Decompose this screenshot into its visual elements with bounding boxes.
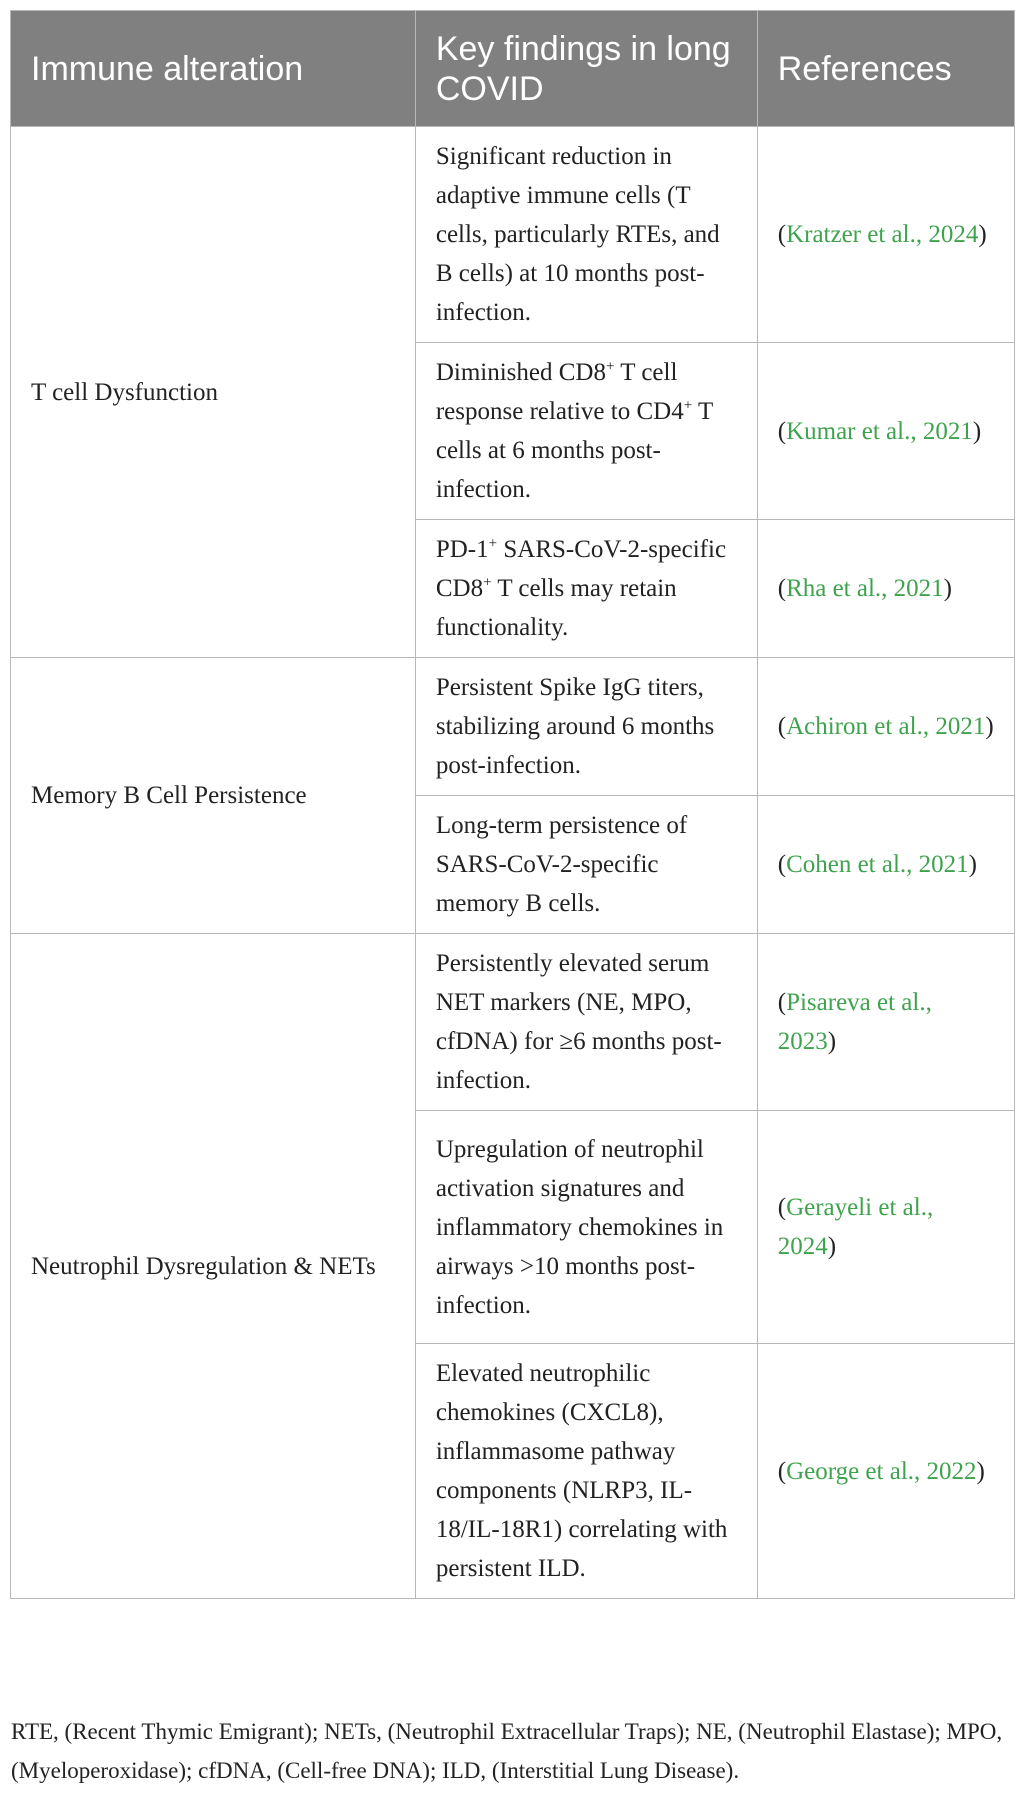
table-header-row: [11, 11, 1015, 127]
reference-link[interactable]: Kumar et al., 2021: [786, 417, 973, 445]
reference-cell: (Gerayeli et al., 2024): [757, 1111, 1014, 1344]
superscript-plus: +: [483, 574, 492, 591]
superscript-plus: +: [683, 397, 693, 414]
reference-cell: (Kumar et al., 2021): [757, 343, 1014, 520]
reference-cell: (Cohen et al., 2021): [757, 796, 1014, 934]
reference-cell: (Pisareva et al., 2023): [757, 934, 1014, 1111]
reference-cell: (Rha et al., 2021): [757, 520, 1014, 658]
finding-cell: Persistent Spike IgG titers, stabilizing around 6 months post-infection.: [415, 658, 757, 796]
reference-cell: (Kratzer et al., 2024): [757, 127, 1014, 343]
reference-link[interactable]: Achiron et al., 2021: [786, 713, 986, 740]
finding-cell: Long-term persistence of SARS-CoV-2-specific memory B cells.: [415, 796, 757, 934]
reference-link[interactable]: Rha et al., 2021: [786, 575, 944, 602]
table-row: [11, 658, 1015, 796]
finding-cell: PD-1+ SARS-CoV-2-specific CD8+ T cells may retain functionality.: [415, 520, 757, 658]
immune-alterations-table: [10, 10, 1015, 1599]
reference-cell: (Achiron et al., 2021): [757, 658, 1014, 796]
reference-cell: (George et al., 2022): [757, 1344, 1014, 1599]
superscript-plus: +: [488, 535, 498, 552]
reference-link[interactable]: Pisareva et al., 2023: [777, 989, 932, 1055]
reference-link[interactable]: Kratzer et al., 2024: [786, 221, 979, 248]
header-key-findings: Key findings in long COVID: [415, 11, 757, 127]
alteration-cell: T cell Dysfunction: [11, 127, 416, 658]
table-row: [11, 127, 1015, 343]
reference-link[interactable]: Cohen et al., 2021: [786, 851, 969, 878]
reference-link[interactable]: George et al., 2022: [786, 1457, 977, 1485]
header-references: References: [757, 11, 1014, 127]
finding-cell: Significant reduction in adaptive immune cells (T cells, particularly RTEs, and B cells) at 10 months post-infection.: [415, 127, 757, 343]
alteration-cell: Neutrophil Dysregulation & NETs: [11, 934, 416, 1599]
reference-link[interactable]: Gerayeli et al., 2024: [777, 1194, 934, 1260]
alteration-cell: Memory B Cell Persistence: [11, 658, 416, 934]
finding-cell: Elevated neutrophilic chemokines (CXCL8), inflammasome pathway components (NLRP3, IL-18/IL-18R1) correlating with persistent ILD.: [415, 1344, 757, 1599]
table-row: [11, 934, 1015, 1111]
superscript-plus: +: [606, 358, 615, 375]
finding-cell: Persistently elevated serum NET markers (NE, MPO, cfDNA) for ≥6 months post-infection.: [415, 934, 757, 1111]
header-immune-alteration: Immune alteration: [11, 11, 416, 127]
finding-cell: Upregulation of neutrophil activation signatures and inflammatory chemokines in airways >10 months post-infection.: [415, 1111, 757, 1344]
table-footnote: RTE, (Recent Thymic Emigrant); NETs, (Neutrophil Extracellular Traps); NE, (Neutrophil Elastase); MPO, (Myeloperoxidase); cfDNA, (Cell-free DNA); ILD, (Interstitial Lung Disease).: [11, 1719, 1003, 1783]
finding-cell: Diminished CD8+ T cell response relative to CD4+ T cells at 6 months post-infection.: [415, 343, 757, 520]
